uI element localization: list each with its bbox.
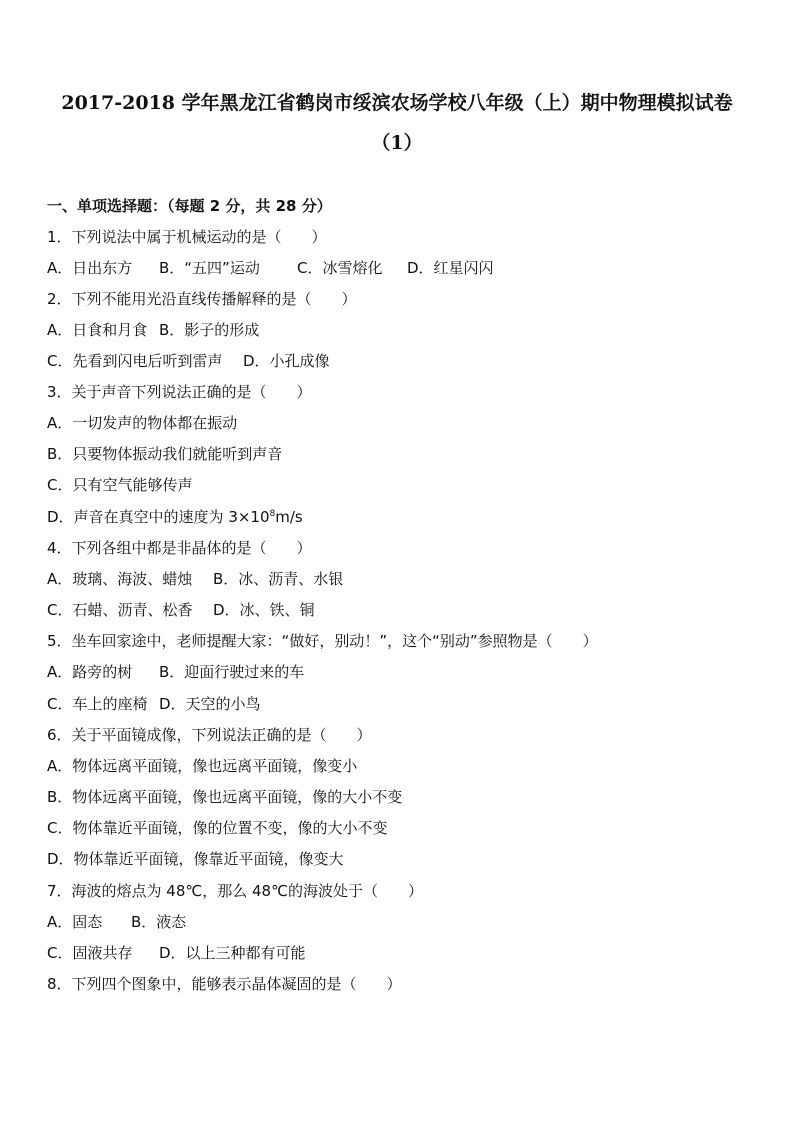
q6-option-c: C．物体靠近平面镜，像的位置不变，像的大小不变	[47, 819, 388, 837]
q3-option-d-text: D．声音在真空中的速度为 3×10	[47, 508, 270, 526]
q3-option-b: B．只要物体振动我们就能听到声音	[47, 445, 283, 463]
exam-title-line-1: 2017-2018 学年黑龙江省鹤岗市绥滨农场学校八年级（上）期中物理模拟试卷	[61, 92, 733, 114]
q4-option-a: A．玻璃、海波、蜡烛	[47, 570, 193, 588]
q6-option-a: A．物体远离平面镜，像也远离平面镜，像变小	[47, 757, 358, 775]
question-6-stem: 6．关于平面镜成像，下列说法正确的是（ ）	[47, 726, 372, 744]
question-2-options-row-2	[47, 351, 330, 371]
q3-option-a: A．一切发声的物体都在振动	[47, 414, 238, 432]
exam-title-line-2: （1）	[371, 132, 423, 154]
q7-option-d: D．以上三种都有可能	[159, 944, 306, 962]
q2-option-a: A．日食和月食	[47, 321, 148, 339]
section-heading: 一、单项选择题：（每题 2 分，共 28 分）	[47, 197, 332, 215]
question-1-options	[47, 258, 494, 278]
q5-option-c: C．车上的座椅	[47, 695, 148, 713]
question-7-stem: 7．海波的熔点为 48℃，那么 48℃的海波处于（ ）	[47, 882, 423, 900]
q5-option-a: A．路旁的树	[47, 663, 133, 681]
question-5-options-row-1	[47, 662, 304, 682]
q7-option-b: B．液态	[131, 913, 187, 931]
question-5-stem: 5．坐车回家途中，老师提醒大家：“做好，别动！”，这个“别动”参照物是（ ）	[47, 632, 598, 650]
q2-option-b: B．影子的形成	[159, 321, 260, 339]
q2-option-c: C．先看到闪电后听到雷声	[47, 352, 223, 370]
question-7-options-row-1	[47, 912, 186, 932]
q1-option-b: B．“五四”运动	[159, 259, 260, 277]
q2-option-d: D．小孔成像	[243, 352, 330, 370]
q3-option-c: C．只有空气能够传声	[47, 476, 193, 494]
q1-option-c: C．冰雪熔化	[297, 259, 383, 277]
q3-option-d-unit: m/s	[275, 508, 303, 526]
question-4-options-row-1	[47, 569, 343, 589]
q7-option-a: A．固态	[47, 913, 103, 931]
q6-option-b: B．物体远离平面镜，像也远离平面镜，像的大小不变	[47, 788, 403, 806]
question-5-options-row-2	[47, 694, 261, 714]
q4-option-c: C．石蜡、沥青、松香	[47, 601, 193, 619]
q4-option-d: D．冰、铁、铜	[213, 601, 315, 619]
q5-option-b: B．迎面行驶过来的车	[159, 663, 305, 681]
question-1-stem: 1．下列说法中属于机械运动的是（ ）	[47, 228, 327, 246]
question-4-stem: 4．下列各组中都是非晶体的是（ ）	[47, 539, 312, 557]
q6-option-d: D．物体靠近平面镜，像靠近平面镜，像变大	[47, 850, 344, 868]
q3-option-d	[47, 507, 303, 527]
question-3-stem: 3．关于声音下列说法正确的是（ ）	[47, 383, 312, 401]
q5-option-d: D．天空的小鸟	[159, 695, 261, 713]
question-7-options-row-2	[47, 943, 306, 963]
q1-option-a: A．日出东方	[47, 259, 133, 277]
q7-option-c: C．固液共存	[47, 944, 133, 962]
question-4-options-row-2	[47, 600, 315, 620]
question-8-stem: 8．下列四个图象中，能够表示晶体凝固的是（ ）	[47, 975, 402, 993]
question-2-options-row-1	[47, 320, 259, 340]
q3-option-d-exponent: 8	[269, 509, 276, 519]
question-2-stem: 2．下列不能用光沿直线传播解释的是（ ）	[47, 290, 357, 308]
q1-option-d: D．红星闪闪	[407, 259, 494, 277]
q4-option-b: B．冰、沥青、水银	[213, 570, 344, 588]
